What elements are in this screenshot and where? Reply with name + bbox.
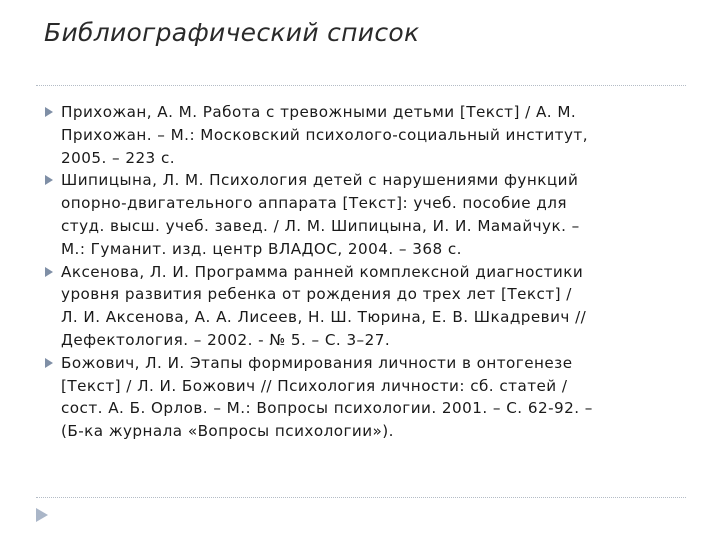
reference-line: [Текст] / Л. И. Божович // Психология личности: сб. статей / xyxy=(61,376,568,395)
reference-line: Прихожан. – М.: Московский психолого-социальный институт, xyxy=(61,125,588,144)
reference-line: Л. И. Аксенова, А. А. Лисеев, Н. Ш. Тюрина, Е. В. Шкадревич // xyxy=(61,308,587,327)
reference-line: Шипицына, Л. М. Психология детей с нарушениями функций xyxy=(61,171,579,190)
triangle-bullet-icon xyxy=(45,267,53,277)
reference-line: 2005. – 223 с. xyxy=(61,148,176,167)
footer-divider xyxy=(36,497,686,498)
slide-title: Библиографический список xyxy=(44,18,420,47)
reference-line: Божович, Л. И. Этапы формирования личности в онтогенезе xyxy=(61,353,573,372)
reference-line: сост. А. Б. Орлов. – М.: Вопросы психологии. 2001. – С. 62-92. – xyxy=(61,399,593,418)
list-item xyxy=(44,101,689,169)
reference-line: опорно-двигательного аппарата [Текст]: учеб. пособие для xyxy=(61,194,567,213)
triangle-bullet-icon xyxy=(45,175,53,185)
list-item xyxy=(44,169,689,260)
reference-line: Прихожан, А. М. Работа с тревожными детьми [Текст] / А. М. xyxy=(61,103,577,121)
list-item xyxy=(44,352,689,443)
list-item xyxy=(44,261,689,352)
reference-line: студ. высш. учеб. завед. / Л. М. Шипицына, И. И. Мамайчук. – xyxy=(61,216,580,235)
reference-line: уровня развития ребенка от рождения до трех лет [Текст] / xyxy=(61,285,572,304)
reference-line: (Б-ка журнала «Вопросы психологии»). xyxy=(61,422,394,441)
triangle-bullet-icon xyxy=(45,107,53,117)
reference-line: М.: Гуманит. изд. центр ВЛАДОС, 2004. – 368 с. xyxy=(61,239,462,258)
reference-line: Аксенова, Л. И. Программа ранней комплексной диагностики xyxy=(61,262,584,281)
title-divider xyxy=(36,85,686,86)
reference-line: Дефектология. – 2002. - № 5. – С. 3–27. xyxy=(61,330,391,349)
reference-list xyxy=(44,101,689,443)
triangle-bullet-icon xyxy=(45,358,53,368)
triangle-corner-icon xyxy=(36,508,48,522)
